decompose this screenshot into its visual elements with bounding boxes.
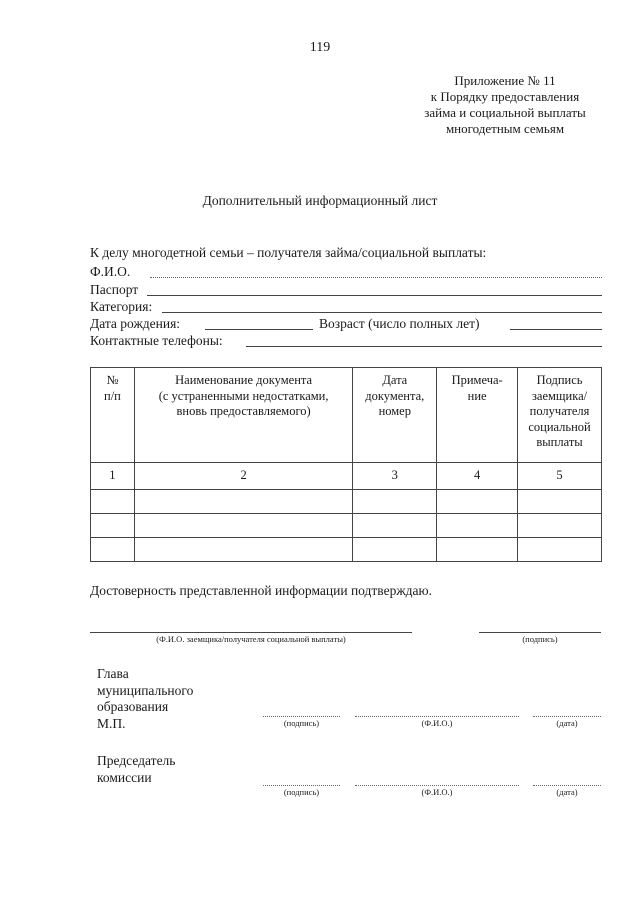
column-number: 4 [437, 463, 518, 490]
header-number-l2: п/п [104, 388, 121, 403]
chairman-label-l2: комиссии [97, 769, 152, 785]
chairman-fio-caption: (Ф.И.О.) [421, 787, 453, 797]
table-header-row [91, 368, 602, 463]
head-signature-line [263, 716, 340, 717]
head-label [97, 666, 193, 732]
head-label-l4: М.П. [97, 715, 126, 731]
head-label-l1: Глава [97, 666, 129, 681]
passport-line [147, 295, 602, 296]
header-signature-l3: получателя [529, 404, 590, 418]
column-number: 1 [91, 463, 135, 490]
table-row [91, 538, 602, 562]
chairman-date-line [533, 785, 601, 786]
header-number [91, 368, 135, 463]
fio-label: Ф.И.О. [90, 264, 131, 279]
borrower-signature-line [479, 632, 601, 633]
head-fio-line [355, 716, 519, 717]
head-label-l3: образования [97, 699, 169, 714]
age-label: Возраст (число полных лет) [319, 316, 480, 331]
header-signature-l4: социальной [528, 419, 591, 434]
header-doc-date-l2: документа, [365, 388, 425, 403]
category-label: Категория: [90, 299, 153, 314]
borrower-signature-caption: (подпись) [522, 634, 558, 644]
head-fio-caption: (Ф.И.О.) [421, 718, 453, 728]
header-note-l2: ние [467, 388, 487, 403]
header-signature-l1: Подпись [536, 373, 583, 387]
passport-label: Паспорт [90, 282, 139, 297]
appendix-line-3: займа и социальной выплаты [424, 105, 586, 120]
head-signature-caption: (подпись) [283, 718, 320, 728]
header-doc-name-l1: Наименование документа [175, 373, 313, 387]
column-number: 5 [518, 463, 602, 490]
header-number-l1: № [106, 373, 119, 387]
borrower-fio-line [90, 632, 412, 633]
header-doc-name-l3: вновь предоставляемого) [176, 404, 311, 418]
appendix-note [380, 73, 630, 137]
document-title: Дополнительный информационный лист [202, 193, 438, 208]
appendix-line-2: к Порядку предоставления [430, 89, 580, 104]
head-label-l2: муниципального [97, 682, 194, 698]
chairman-signature-line [263, 785, 340, 786]
header-doc-name-l2: (с устраненными недостатками, [158, 388, 329, 403]
page-number: 119 [309, 40, 331, 55]
head-date-line [533, 716, 601, 717]
header-signature [518, 368, 602, 463]
column-number: 3 [353, 463, 437, 490]
table-row [91, 514, 602, 538]
phones-line [246, 346, 602, 347]
fio-line [150, 277, 602, 278]
birth-date-line [205, 329, 313, 330]
birth-date-label: Дата рождения: [90, 316, 181, 331]
head-date-caption: (дата) [556, 718, 578, 728]
header-doc-date [353, 368, 437, 463]
category-line [162, 312, 602, 313]
header-doc-date-l3: номер [378, 404, 411, 418]
header-signature-l2: заемщика/ [531, 388, 588, 403]
confirmation-text: Достоверность представленной информации подтверждаю. [90, 583, 432, 598]
chairman-label [97, 753, 175, 786]
column-number: 2 [134, 463, 352, 490]
header-note-l1: Примеча- [451, 373, 503, 387]
borrower-fio-caption: (Ф.И.О. заемщика/получателя социальной выплаты) [156, 634, 346, 644]
chairman-fio-line [355, 785, 519, 786]
documents-table [90, 367, 602, 562]
appendix-line-4: многодетным семьям [445, 121, 565, 136]
age-line [510, 329, 602, 330]
chairman-date-caption: (дата) [556, 787, 578, 797]
header-doc-name [134, 368, 352, 463]
chairman-signature-caption: (подпись) [283, 787, 320, 797]
appendix-line-1: Приложение № 11 [454, 73, 556, 88]
chairman-label-l1: Председатель [97, 753, 176, 768]
phones-label: Контактные телефоны: [90, 333, 223, 348]
header-note [437, 368, 518, 463]
table-row [91, 490, 602, 514]
column-number-row [91, 463, 602, 490]
header-doc-date-l1: Дата [382, 373, 408, 387]
intro-text: К делу многодетной семьи – получателя займа/социальной выплаты: [90, 245, 487, 260]
header-signature-l5: выплаты [536, 435, 583, 449]
